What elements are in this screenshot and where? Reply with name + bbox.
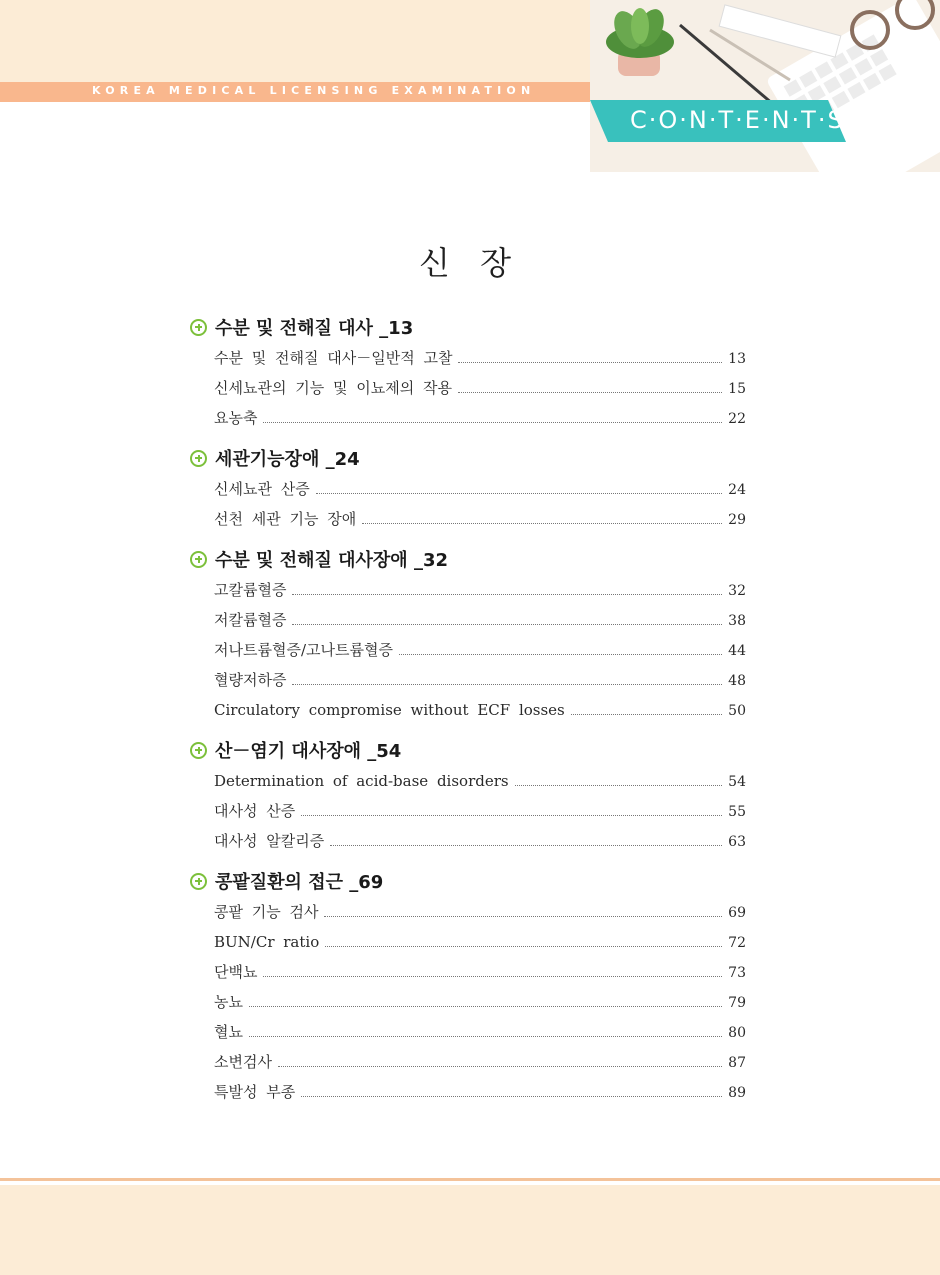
- dot-leader: [301, 1096, 722, 1097]
- entry-page: 13: [728, 351, 746, 367]
- entry-page: 44: [728, 643, 746, 659]
- dot-leader: [301, 815, 722, 816]
- section-heading[interactable]: [190, 735, 746, 765]
- dot-leader: [324, 916, 722, 917]
- entry-page: 29: [728, 512, 746, 528]
- dot-leader: [249, 1006, 722, 1007]
- entry-title: 요농축: [214, 409, 258, 427]
- dot-leader: [316, 493, 722, 494]
- entry-title: 농뇨: [214, 993, 243, 1011]
- entry-title: BUN/Cr ratio: [214, 933, 320, 951]
- entry-title: 특발성 부종: [214, 1083, 296, 1101]
- toc-section: [190, 735, 746, 856]
- toc-entry[interactable]: [190, 957, 746, 987]
- toc-entry[interactable]: [190, 635, 746, 665]
- entry-title: 저칼륨혈증: [214, 611, 287, 629]
- entry-page: 69: [728, 905, 746, 921]
- entry-title: 콩팥 기능 검사: [214, 903, 319, 921]
- entry-page: 89: [728, 1085, 746, 1101]
- entry-title: 단백뇨: [214, 963, 258, 981]
- desk-illustration: [590, 0, 940, 172]
- entry-title: 신세뇨관 산증: [214, 480, 310, 498]
- plus-circle-icon: [190, 450, 207, 467]
- entry-title: 대사성 알칼리증: [214, 832, 325, 850]
- plus-circle-icon: [190, 873, 207, 890]
- entry-page: 55: [728, 804, 746, 820]
- entry-page: 73: [728, 965, 746, 981]
- toc-entry[interactable]: [190, 504, 746, 534]
- section-heading[interactable]: [190, 312, 746, 342]
- entry-title: 소변검사: [214, 1053, 272, 1071]
- plus-circle-icon: [190, 742, 207, 759]
- toc-entry[interactable]: [190, 766, 746, 796]
- section-heading[interactable]: [190, 866, 746, 896]
- section-title: 세관기능장애 _24: [215, 449, 360, 470]
- entry-page: 72: [728, 935, 746, 951]
- entry-title: 고칼륨혈증: [214, 581, 287, 599]
- toc-section: [190, 312, 746, 433]
- toc-section: [190, 544, 746, 725]
- entry-page: 22: [728, 411, 746, 427]
- toc-entry[interactable]: [190, 343, 746, 373]
- dot-leader: [263, 422, 722, 423]
- entry-page: 50: [728, 703, 746, 719]
- dot-leader: [515, 785, 723, 786]
- entry-title: 혈량저하증: [214, 671, 287, 689]
- toc-entry[interactable]: [190, 796, 746, 826]
- entry-page: 24: [728, 482, 746, 498]
- section-title: 콩팥질환의 접근 _69: [215, 872, 384, 893]
- toc-entry[interactable]: [190, 1077, 746, 1107]
- toc-entry[interactable]: [190, 474, 746, 504]
- toc-entry[interactable]: [190, 826, 746, 856]
- entry-page: 15: [728, 381, 746, 397]
- toc-entry[interactable]: [190, 575, 746, 605]
- dot-leader: [571, 714, 722, 715]
- entry-page: 80: [728, 1025, 746, 1041]
- toc-section: [190, 866, 746, 1107]
- entry-title: 대사성 산증: [214, 802, 296, 820]
- dot-leader: [292, 624, 722, 625]
- dot-leader: [292, 594, 722, 595]
- section-heading[interactable]: [190, 544, 746, 574]
- footer-divider: [0, 1178, 940, 1181]
- section-title: 수분 및 전해질 대사 _13: [215, 318, 414, 339]
- entry-title: 선천 세관 기능 장애: [214, 510, 357, 528]
- entry-title: 혈뇨: [214, 1023, 243, 1041]
- plus-circle-icon: [190, 551, 207, 568]
- entry-title: 저나트륨혈증/고나트륨혈증: [214, 641, 393, 659]
- page-title: 신 장: [419, 244, 521, 282]
- toc-section: [190, 443, 746, 534]
- dot-leader: [263, 976, 722, 977]
- dot-leader: [278, 1066, 722, 1067]
- entry-page: 79: [728, 995, 746, 1011]
- dot-leader: [458, 392, 722, 393]
- dot-leader: [325, 946, 722, 947]
- entry-title: 신세뇨관의 기능 및 이뇨제의 작용: [214, 379, 452, 397]
- section-title: 산－염기 대사장애 _54: [215, 741, 402, 762]
- entry-title: Determination of acid-base disorders: [214, 772, 509, 790]
- plus-circle-icon: [190, 319, 207, 336]
- toc-entry[interactable]: [190, 927, 746, 957]
- toc-entry[interactable]: [190, 665, 746, 695]
- toc-entry[interactable]: [190, 1017, 746, 1047]
- dot-leader: [399, 654, 722, 655]
- dot-leader: [330, 845, 722, 846]
- toc-entry[interactable]: [190, 403, 746, 433]
- toc-entry[interactable]: [190, 373, 746, 403]
- section-title: 수분 및 전해질 대사장애 _32: [215, 550, 448, 571]
- dot-leader: [458, 362, 722, 363]
- toc-entry[interactable]: [190, 1047, 746, 1077]
- dot-leader: [362, 523, 722, 524]
- dot-leader: [249, 1036, 722, 1037]
- section-heading[interactable]: [190, 443, 746, 473]
- entry-page: 87: [728, 1055, 746, 1071]
- entry-page: 63: [728, 834, 746, 850]
- table-of-contents: [190, 312, 746, 1117]
- contents-label: C·O·N·T·E·N·T·S: [630, 106, 845, 134]
- footer-background: [0, 1185, 940, 1275]
- dot-leader: [292, 684, 722, 685]
- toc-entry[interactable]: [190, 605, 746, 635]
- entry-page: 54: [728, 774, 746, 790]
- toc-entry[interactable]: [190, 695, 746, 725]
- toc-entry[interactable]: [190, 897, 746, 927]
- entry-page: 48: [728, 673, 746, 689]
- entry-page: 38: [728, 613, 746, 629]
- exam-label: KOREA MEDICAL LICENSING EXAMINATION: [92, 84, 536, 97]
- toc-entry[interactable]: [190, 987, 746, 1017]
- entry-page: 32: [728, 583, 746, 599]
- entry-title: 수분 및 전해질 대사－일반적 고찰: [214, 349, 453, 367]
- entry-title: Circulatory compromise without ECF losses: [214, 701, 565, 719]
